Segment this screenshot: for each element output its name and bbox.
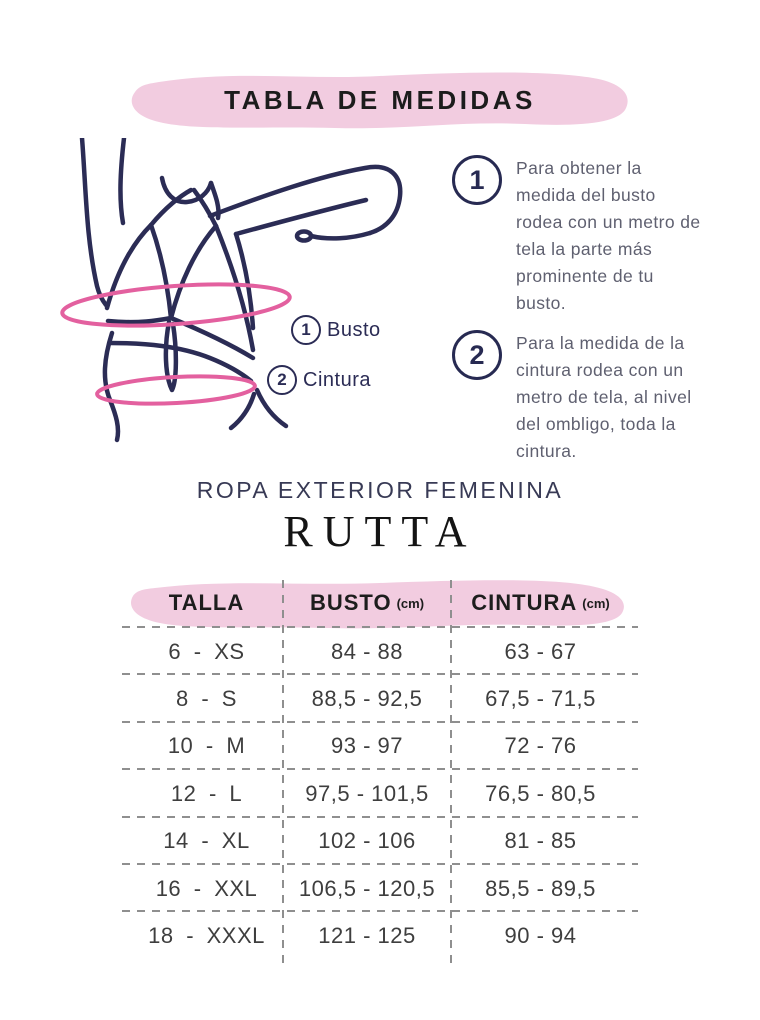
bust-label (291, 315, 381, 345)
right-arm-bottom-line (236, 200, 366, 234)
waist-label (267, 365, 371, 395)
unit-label: (cm) (582, 595, 610, 611)
cell-talla: 16 - XXL (155, 875, 258, 901)
table-row (130, 912, 630, 959)
cell-talla: 14 - XL (163, 828, 250, 854)
cell-talla: 12 - L (170, 780, 243, 806)
cell-cintura: 85,5 - 89,5 (485, 875, 596, 901)
cell-busto: 102 - 106 (318, 828, 416, 854)
size-table (130, 578, 630, 960)
cell-talla: 18 - XXXL (148, 923, 265, 949)
step-2-text: Para la medida de la cintura rodea con un metro de tela, al nivel del ombligo, toda la cintura. (516, 333, 692, 461)
unit-label: (cm) (396, 595, 425, 611)
step-1-circle-icon: 1 (452, 155, 502, 205)
left-arm-inner-line (120, 138, 124, 223)
section-subtitle: ROPA EXTERIOR FEMENINA (196, 477, 564, 503)
table-row (130, 770, 630, 817)
table-row (130, 723, 630, 770)
column-header-cintura: CINTURA (cm) (471, 590, 610, 615)
cell-talla: 10 - M (167, 733, 246, 759)
table-row (130, 865, 630, 912)
page-title: TABLA DE MEDIDAS (224, 84, 536, 115)
title-banner (125, 70, 635, 130)
hip-right-line (257, 390, 286, 426)
waist-tape-ellipse (96, 373, 255, 407)
step-2-circle-icon: 2 (452, 330, 502, 380)
waist-label-text: Cintura (303, 368, 371, 391)
table-header-row (130, 578, 630, 628)
cell-busto: 121 - 125 (318, 923, 416, 949)
forearm-line (311, 233, 370, 238)
left-cup-line (151, 225, 171, 318)
number-1-circle-icon: 1 (291, 315, 321, 345)
table-row (130, 675, 630, 722)
left-arm-outer-line (82, 138, 106, 305)
column-divider (450, 580, 452, 968)
hip-inner-line (231, 394, 254, 428)
right-arm-top-line (210, 167, 400, 233)
column-header-talla: TALLA (168, 590, 245, 615)
column-header-busto: BUSTO (cm) (309, 590, 425, 615)
cell-cintura: 63 - 67 (504, 638, 577, 664)
table-row (130, 628, 630, 675)
cell-busto: 88,5 - 92,5 (311, 686, 423, 712)
brand-logo: RUTTA (283, 507, 477, 556)
step-1-text: Para obtener la medida del busto rodea con un metro de tela la parte más prominente de tu busto. (516, 158, 701, 313)
cell-busto: 97,5 - 101,5 (305, 780, 429, 806)
column-divider (282, 580, 284, 968)
right-cup-line (171, 226, 216, 318)
table-row (130, 818, 630, 865)
bust-label-text: Busto (327, 318, 381, 341)
hand-loop (297, 232, 311, 241)
instruction-step-2 (452, 330, 704, 465)
measurement-illustration (50, 138, 450, 473)
cell-cintura: 67,5 - 71,5 (485, 686, 596, 712)
cell-cintura: 90 - 94 (504, 923, 577, 949)
instruction-step-1 (452, 155, 704, 317)
number-2-circle-icon: 2 (267, 365, 297, 395)
cell-talla: 6 - XS (168, 638, 245, 664)
cell-busto: 84 - 88 (331, 638, 403, 664)
cell-talla: 8 - S (176, 686, 237, 712)
tie-loop-line (166, 322, 176, 390)
cell-busto: 106,5 - 120,5 (298, 875, 436, 901)
cell-busto: 93 - 97 (331, 733, 403, 759)
instructions (452, 155, 704, 478)
left-cup-line (107, 225, 151, 308)
cell-cintura: 76,5 - 80,5 (485, 780, 596, 806)
cell-cintura: 81 - 85 (504, 828, 577, 854)
cell-cintura: 72 - 76 (504, 733, 577, 759)
